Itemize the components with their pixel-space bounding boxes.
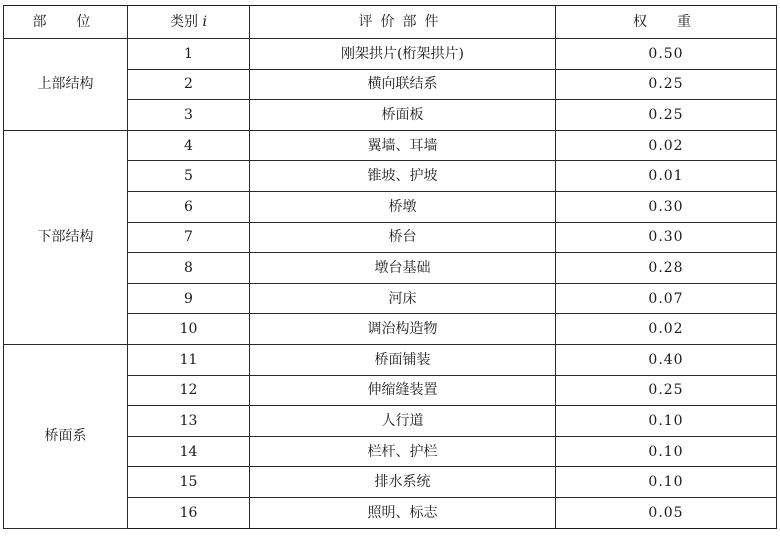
component-cell: 翼墙、耳墙 (250, 130, 556, 161)
category-index-cell: 12 (128, 375, 250, 406)
header-component: 评价部件 (250, 6, 556, 39)
component-cell: 桥面板 (250, 100, 556, 131)
category-index-cell: 5 (128, 161, 250, 192)
table-row (4, 344, 777, 375)
table-body (4, 39, 777, 529)
component-cell: 调治构造物 (250, 314, 556, 345)
weight-cell: 0.25 (556, 375, 777, 406)
category-index-cell: 4 (128, 130, 250, 161)
component-cell: 桥面铺装 (250, 344, 556, 375)
table-row (4, 130, 777, 161)
weight-cell: 0.07 (556, 283, 777, 314)
component-cell: 河床 (250, 283, 556, 314)
header-category: 类别 i (128, 6, 250, 39)
weight-cell: 0.25 (556, 100, 777, 131)
category-index-cell: 9 (128, 283, 250, 314)
header-row (4, 6, 777, 39)
weight-cell: 0.10 (556, 406, 777, 437)
weight-cell: 0.01 (556, 161, 777, 192)
weight-cell: 0.40 (556, 344, 777, 375)
category-index-cell: 11 (128, 344, 250, 375)
weight-cell: 0.02 (556, 130, 777, 161)
part-cell: 桥面系 (4, 344, 128, 528)
component-weight-table (3, 5, 777, 529)
category-index-cell: 13 (128, 406, 250, 437)
category-index-cell: 8 (128, 253, 250, 284)
component-cell: 桥台 (250, 222, 556, 253)
category-index-cell: 15 (128, 467, 250, 498)
component-cell: 锥坡、护坡 (250, 161, 556, 192)
component-cell: 照明、标志 (250, 497, 556, 528)
header-weight: 权 重 (556, 6, 777, 39)
weight-cell: 0.50 (556, 39, 777, 70)
weight-cell: 0.30 (556, 222, 777, 253)
category-index-cell: 16 (128, 497, 250, 528)
weight-cell: 0.30 (556, 191, 777, 222)
component-cell: 刚架拱片(桁架拱片) (250, 39, 556, 70)
component-cell: 伸缩缝装置 (250, 375, 556, 406)
category-index-cell: 10 (128, 314, 250, 345)
category-index-cell: 7 (128, 222, 250, 253)
weight-cell: 0.10 (556, 467, 777, 498)
component-cell: 横向联结系 (250, 69, 556, 100)
component-cell: 排水系统 (250, 467, 556, 498)
weight-cell: 0.05 (556, 497, 777, 528)
category-index-cell: 2 (128, 69, 250, 100)
weight-cell: 0.10 (556, 436, 777, 467)
table-header (4, 6, 777, 39)
category-index-cell: 6 (128, 191, 250, 222)
category-index-cell: 3 (128, 100, 250, 131)
component-cell: 人行道 (250, 406, 556, 437)
weight-cell: 0.25 (556, 69, 777, 100)
category-index-cell: 14 (128, 436, 250, 467)
component-cell: 栏杆、护栏 (250, 436, 556, 467)
header-part: 部 位 (4, 6, 128, 39)
category-index-cell: 1 (128, 39, 250, 70)
part-cell: 上部结构 (4, 39, 128, 131)
weight-cell: 0.02 (556, 314, 777, 345)
component-cell: 桥墩 (250, 191, 556, 222)
component-cell: 墩台基础 (250, 253, 556, 284)
part-cell: 下部结构 (4, 130, 128, 344)
table-row (4, 39, 777, 70)
weight-cell: 0.28 (556, 253, 777, 284)
